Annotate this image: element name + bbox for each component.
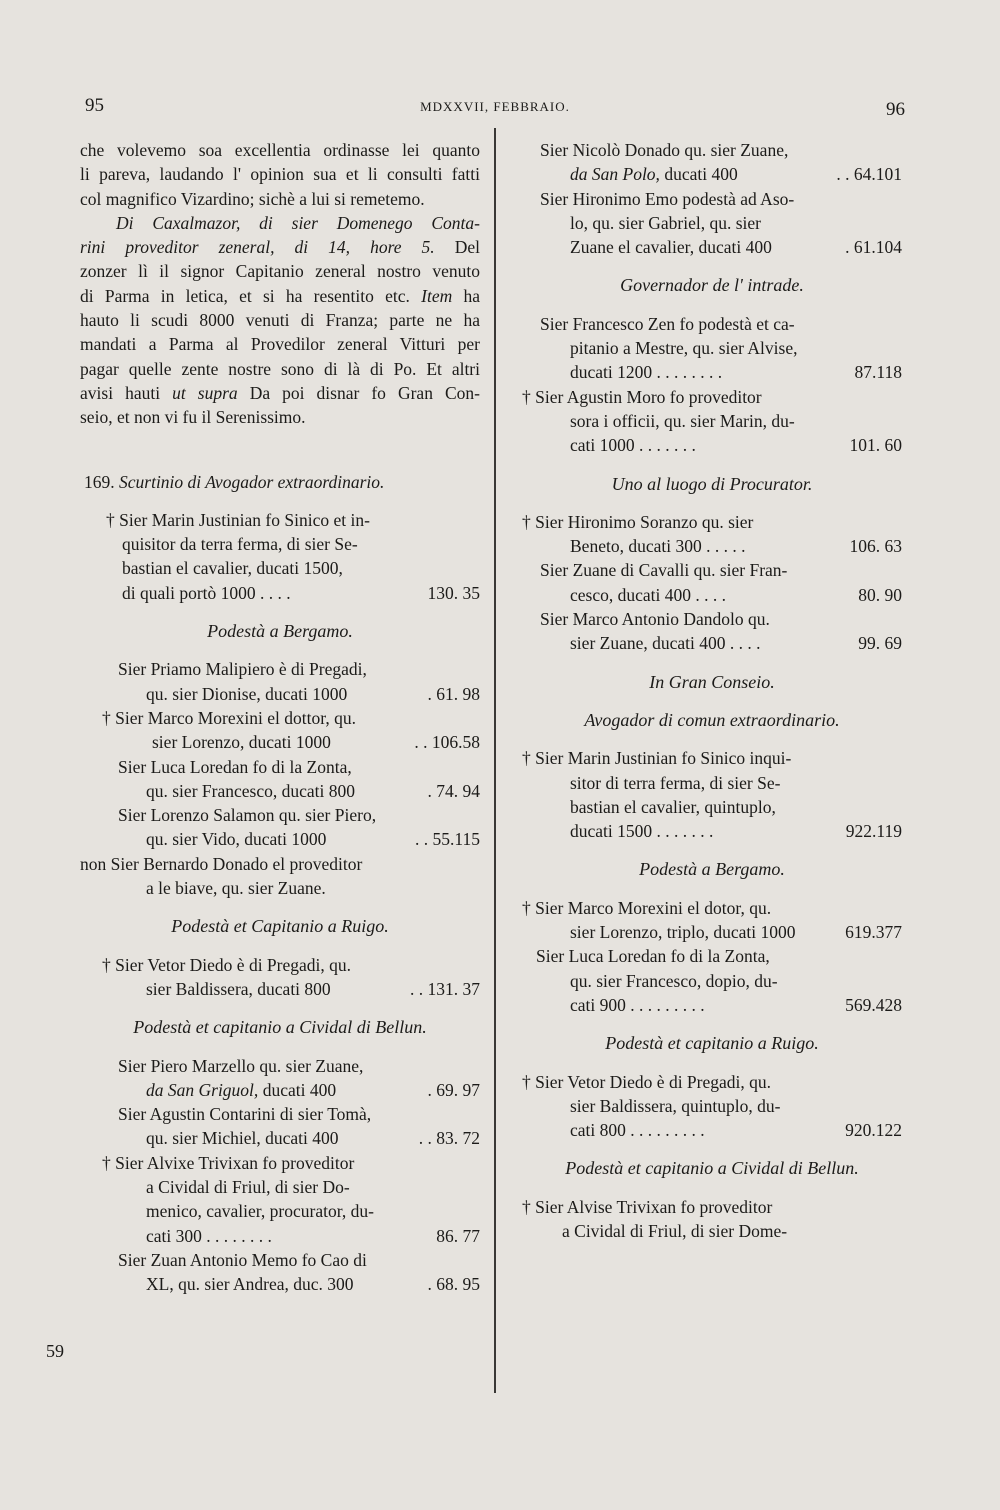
text-line: hauto li scudi 8000 venuti di Franza; parte ne ha xyxy=(80,310,480,331)
entry-line: † Sier Vetor Diedo è di Pregadi, qu. xyxy=(522,1071,772,1092)
entry-row: sier Lorenzo, triplo, ducati 1000 619.377 xyxy=(570,922,902,943)
entry-line: Sier Piero Marzello qu. sier Zuane, xyxy=(118,1055,364,1076)
entry-line: menico, cavalier, procurator, du- xyxy=(146,1201,374,1222)
entry-line: Sier Hironimo Emo podestà ad Aso- xyxy=(540,188,795,209)
entry-line: qu. sier Francesco, dopio, du- xyxy=(570,970,778,991)
entry-line: bastian el cavalier, quintuplo, xyxy=(570,796,776,817)
entry-line: † Sier Marco Morexini el dotor, qu. xyxy=(522,897,772,918)
entry-line: Sier Agustin Contarini di sier Tomà, xyxy=(118,1104,372,1125)
entry-row: sier Lorenzo, ducati 1000 . . 106.58 xyxy=(152,732,480,753)
entry-line: sora i officii, qu. sier Marin, du- xyxy=(570,410,795,431)
entry-line: † Sier Hironimo Soranzo qu. sier xyxy=(522,511,754,532)
section-heading: Podestà et capitanio a Cividal di Bellun. xyxy=(565,1158,859,1179)
text-line: seio, et non vi fu il Serenissimo. xyxy=(80,407,306,428)
entry-row: qu. sier Dionise, ducati 1000 . 61. 98 xyxy=(146,683,480,704)
section-heading: Podestà et Capitanio a Ruigo. xyxy=(171,916,389,937)
entry-line: non Sier Bernardo Donado el proveditor xyxy=(80,853,363,874)
entry-row: da San Polo, ducati 400 . . 64.101 xyxy=(570,164,902,185)
entry-line: Sier Marco Antonio Dandolo qu. xyxy=(540,609,770,630)
text-line: che volevemo soa excellentia ordinasse lei quanto xyxy=(80,140,480,160)
entry-row: cesco, ducati 400 . . . . 80. 90 xyxy=(570,584,902,605)
entry-row: sier Baldissera, ducati 800 . . 131. 37 xyxy=(146,978,480,999)
entry-row: ducati 1500 . . . . . . . 922.119 xyxy=(570,821,902,842)
entry-line: Sier Luca Loredan fo di la Zonta, xyxy=(118,756,352,777)
entry-line: Sier Nicolò Donado qu. sier Zuane, xyxy=(540,140,789,160)
text-line: avisi hauti ut supra Da poi disnar fo Gran Con- xyxy=(80,382,480,403)
entry-line: lo, qu. sier Gabriel, qu. sier xyxy=(570,212,761,233)
entry-line: Sier Priamo Malipiero è di Pregadi, xyxy=(118,659,367,680)
entry-row: cati 300 . . . . . . . . 86. 77 xyxy=(146,1225,480,1246)
text-line: mandati a Parma al Provedilor zeneral Vitturi per xyxy=(80,334,480,355)
entry-row: sier Zuane, ducati 400 . . . . 99. 69 xyxy=(570,633,902,654)
section-heading: Uno al luogo di Procurator. xyxy=(611,473,813,494)
section-heading: Podestà a Bergamo. xyxy=(639,859,785,880)
entry-line: quisitor da terra ferma, di sier Se- xyxy=(122,534,358,555)
entry-line: † Sier Alvise Trivixan fo proveditor xyxy=(522,1196,773,1217)
entry-row: qu. sier Vido, ducati 1000 . . 55.115 xyxy=(146,829,480,850)
entry-line: Sier Zuan Antonio Memo fo Cao di xyxy=(118,1249,367,1270)
right-column xyxy=(522,138,902,1243)
entry-line: Sier Lorenzo Salamon qu. sier Piero, xyxy=(118,805,377,826)
section-heading: Podestà et capitanio a Ruigo. xyxy=(605,1033,819,1054)
entry-row: Beneto, ducati 300 . . . . . 106. 63 xyxy=(570,536,902,557)
entry-row: cati 800 . . . . . . . . . 920.122 xyxy=(570,1120,902,1141)
text-line: zonzer lì il signor Capitanio zeneral nostro venuto xyxy=(80,261,480,282)
section-heading: Podestà et capitanio a Cividal di Bellun. xyxy=(133,1017,427,1038)
entry-line: † Sier Marin Justinian fo Sinico inqui- xyxy=(522,748,792,769)
entry-line: † Sier Agustin Moro fo proveditor xyxy=(522,386,762,407)
entry-line: bastian el cavalier, ducati 1500, xyxy=(122,558,343,579)
text-line: Di Caxalmazor, di sier Domenego Conta- xyxy=(116,212,480,233)
column-divider xyxy=(494,128,496,1393)
page-number-left: 95 xyxy=(85,95,104,116)
entry-row: qu. sier Francesco, ducati 800 . 74. 94 xyxy=(146,780,480,801)
left-column xyxy=(80,138,480,1296)
entry-row: cati 900 . . . . . . . . . 569.428 xyxy=(570,994,902,1015)
text-line: rini proveditor zeneral, di 14, hore 5. Del xyxy=(80,237,480,258)
entry-row: da San Griguol, ducati 400 . 69. 97 xyxy=(146,1079,480,1100)
entry-line: Sier Francesco Zen fo podestà et ca- xyxy=(540,313,795,334)
entry-line: a Cividal di Friul, di sier Dome- xyxy=(562,1220,788,1241)
entry-line: † Sier Marin Justinian fo Sinico et in- xyxy=(106,509,370,530)
entry-line: † Sier Marco Morexini el dottor, qu. xyxy=(102,707,356,728)
entry-line: sitor di terra ferma, di sier Se- xyxy=(570,772,781,793)
entry-row: Zuane el cavalier, ducati 400 . 61.104 xyxy=(570,237,902,258)
section-heading: In Gran Conseio. xyxy=(649,671,775,692)
entry-line: † Sier Vetor Diedo è di Pregadi, qu. xyxy=(102,954,352,975)
text-line: col magnifico Vizardino; sichè a lui si remetemo. xyxy=(80,188,425,209)
section-heading: Avogador di comun extraordinario. xyxy=(584,709,840,730)
entry-row: qu. sier Michiel, ducati 400 . . 83. 72 xyxy=(146,1128,480,1149)
margin-folio-number: 59 xyxy=(46,1341,64,1361)
text-line: pagar quelle zente nostre sono di là di Po. Et altri xyxy=(80,358,480,379)
entry-line: Sier Luca Loredan fo di la Zonta, xyxy=(536,946,770,967)
section-heading: Governador de l' intrade. xyxy=(620,275,804,296)
entry-line: Sier Zuane di Cavalli qu. sier Fran- xyxy=(540,560,788,581)
entry-row: di quali portò 1000 . . . . 130. 35 xyxy=(122,582,480,603)
entry-line: sier Baldissera, quintuplo, du- xyxy=(570,1095,781,1116)
page-number-right: 96 xyxy=(886,99,905,120)
entry-line: a le biave, qu. sier Zuane. xyxy=(146,878,326,899)
text-line: di Parma in letica, et si ha resentito etc. Item ha xyxy=(80,285,480,306)
text-line: li pareva, laudando l' opinion sua et li consulti fatti xyxy=(80,164,480,185)
entry-line: pitanio a Mestre, qu. sier Alvise, xyxy=(570,338,798,359)
section-heading: Podestà a Bergamo. xyxy=(207,621,353,642)
section-heading: 169. Scurtinio di Avogador extraordinario. xyxy=(84,471,385,492)
entry-line: a Cividal di Friul, di sier Do- xyxy=(146,1176,350,1197)
entry-row: XL, qu. sier Andrea, duc. 300 . 68. 95 xyxy=(146,1274,480,1295)
entry-row: cati 1000 . . . . . . . 101. 60 xyxy=(570,435,902,456)
running-title: MDXXVII, FEBBRAIO. xyxy=(420,99,570,114)
entry-row: ducati 1200 . . . . . . . . 87.118 xyxy=(570,362,902,383)
entry-line: † Sier Alvixe Trivixan fo proveditor xyxy=(102,1152,355,1173)
running-header xyxy=(85,95,905,125)
